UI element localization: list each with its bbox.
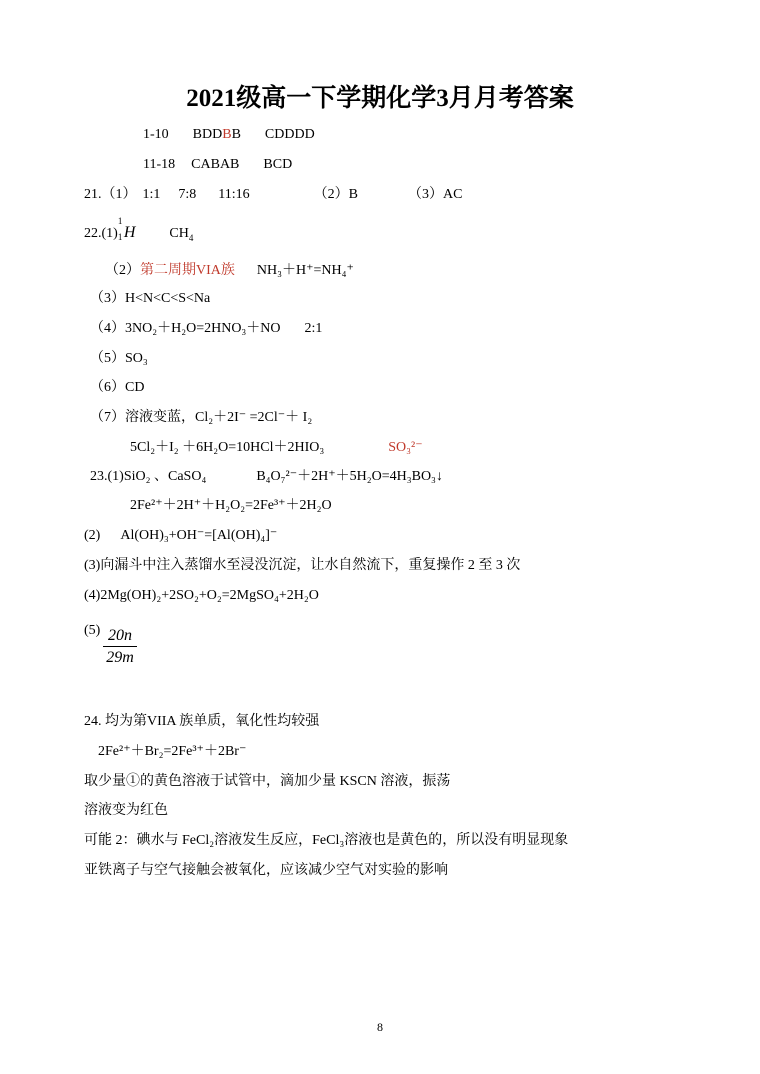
q22-part-2-label: （2） — [105, 263, 140, 278]
q23-part-3: (3)向漏斗中注入蒸馏水至浸没沉淀，让水自然流下，重复操作 2 至 3 次 — [84, 558, 521, 573]
mc-answers-1d: CDDDD — [264, 127, 315, 142]
q24-line-4: 溶液变为红色 — [84, 803, 168, 818]
fraction-denominator: 29m — [106, 649, 134, 666]
q23-precipitates: 23.(1)SiO₂ 、CaSO₄ — [90, 469, 207, 484]
q22-part-7: （7）溶液变蓝，Cl₂＋2I⁻ =2Cl⁻＋ I₂ — [90, 410, 313, 425]
q23-part-4: (4)2Mg(OH)₂+2SO₂+O₂=2MgSO₄+2H₂O — [84, 588, 319, 603]
q23-fraction — [103, 626, 137, 669]
q23-part-5-label: (5) — [84, 623, 101, 638]
q23-part-2-label: (2) — [84, 528, 101, 543]
mc-range-2: 11-18 — [143, 157, 176, 172]
q21-ratio-2: 7:8 — [178, 187, 197, 202]
page-number: 8 — [377, 1020, 383, 1034]
mc-answers-1a: BDD — [192, 127, 223, 142]
mc-answer-highlight: B — [222, 127, 232, 142]
page-title: 2021级高一下学期化学3月月考答案 — [186, 85, 574, 112]
q21-ratio-1: 1:1 — [142, 187, 161, 202]
q23-part-2 — [84, 527, 277, 545]
mc-answers-2a: CABAB — [191, 157, 240, 172]
isotope-atomic-number: 1 — [117, 232, 123, 242]
q23-borate-eq: B₄O₇²⁻＋2H⁺＋5H₂O=4H₃BO₃↓ — [256, 469, 443, 484]
q21-part-2: （2）B — [313, 187, 358, 202]
q23-aluminate-eq: Al(OH)₃+OH⁻=[Al(OH)₄]⁻ — [120, 528, 278, 543]
q22-ratio: 2:1 — [304, 321, 323, 336]
q22-part-4 — [90, 320, 322, 338]
mc-range-1: 1-10 — [143, 127, 169, 142]
q21-part-3: （3）AC — [408, 187, 463, 202]
q23-part-1 — [90, 468, 443, 486]
q24-line-5: 可能 2：碘水与 FeCl₂溶液发生反应，FeCl₃溶液也是黄色的，所以没有明显现象 — [84, 833, 569, 848]
q22-part-3: （3）H<N<C<S<Na — [90, 291, 211, 306]
q23-iron-eq: 2Fe²⁺＋2H⁺＋H₂O₂=2Fe³⁺＋2H₂O — [130, 498, 332, 513]
q22-num: 22.(1) — [84, 226, 118, 241]
q21-num: 21.（1） — [84, 187, 137, 202]
q22-part-7-eq — [130, 439, 423, 457]
q22-part-5: （5）SO₃ — [90, 351, 148, 366]
q24-line-1: 24. 均为第VIIA 族单质，氧化性均较强 — [84, 714, 320, 729]
q24-line-2: 2Fe²⁺＋Br₂=2Fe³⁺＋2Br⁻ — [98, 744, 247, 759]
isotope-symbol — [117, 216, 136, 243]
fraction-numerator: 20n — [103, 626, 137, 647]
q22-part-2 — [105, 262, 354, 280]
q22-no2-eq: （4）3NO₂＋H₂O=2HNO₃＋NO — [90, 321, 281, 336]
q21-ratio-3: 11:16 — [218, 187, 250, 202]
mc-answers-1c: B — [231, 127, 241, 142]
methane-formula: $CH_4$ — [169, 226, 194, 243]
mc-row-1 — [143, 126, 315, 144]
q21-line — [84, 186, 462, 204]
q22-ammonium-eq: NH₃＋H⁺=NH₄⁺ — [256, 263, 354, 278]
q22-iodine-eq: 5Cl₂＋I₂ ＋6H₂O=10HCl＋2HIO₃ — [130, 440, 325, 455]
q22-period-group: 第二周期VIA族 — [140, 263, 235, 278]
mc-answers-2b: BCD — [263, 157, 293, 172]
q24-line-3: 取少量①的黄色溶液于试管中，滴加少量 KSCN 溶液，振荡 — [84, 774, 451, 789]
mc-row-2 — [143, 156, 292, 174]
q22-sulfite: SO₃²⁻ — [388, 440, 423, 455]
q22-part-1 — [84, 216, 194, 243]
q24-line-6: 亚铁离子与空气接触会被氧化，应该减少空气对实验的影响 — [84, 863, 448, 878]
q22-part-6: （6）CD — [90, 380, 145, 395]
isotope-mass-number: 1 — [117, 216, 123, 226]
isotope-element: H — [123, 224, 136, 241]
